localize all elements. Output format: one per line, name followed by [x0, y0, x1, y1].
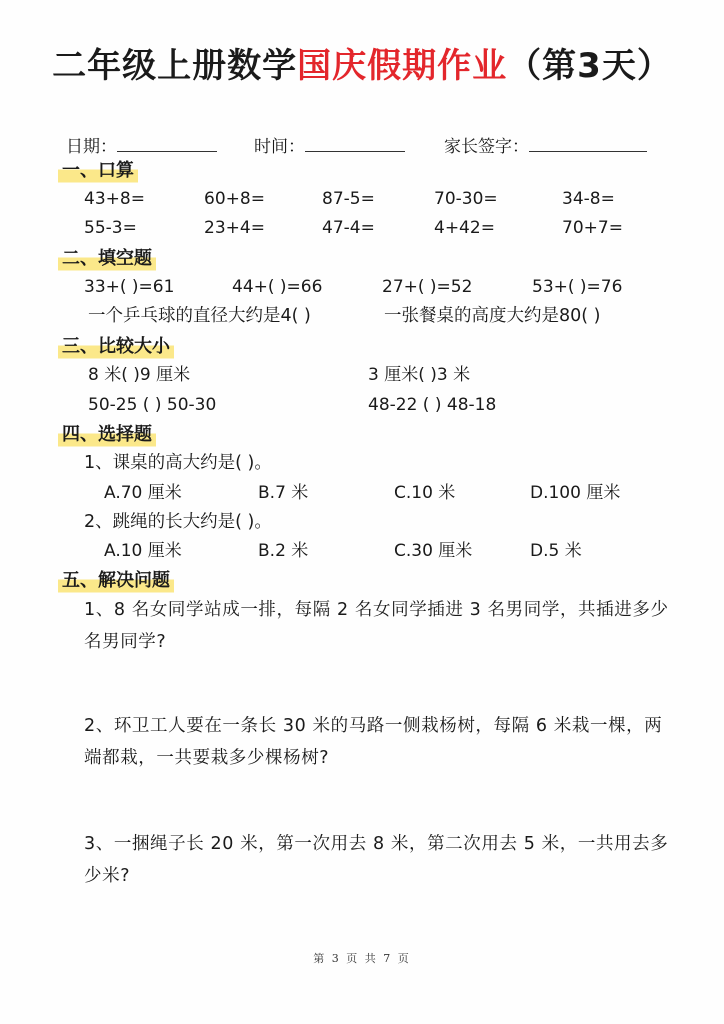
date-label: 日期： [66, 137, 117, 157]
choice-option: D.100 厘米 [530, 483, 621, 503]
oral-item: 4+42= [434, 218, 495, 238]
choice-option: A.10 厘米 [104, 541, 182, 561]
section-fill: 二、填空题 [58, 246, 156, 272]
sign-field [444, 132, 647, 157]
fill-item: 一张餐桌的高度大约是80( ) [384, 306, 601, 326]
page-title [0, 38, 724, 87]
sign-blank[interactable] [529, 133, 647, 152]
oral-item: 43+8= [84, 189, 145, 209]
oral-item: 60+8= [204, 189, 265, 209]
fill-item: 53+( )=76 [532, 277, 623, 297]
sign-label: 家长签字： [444, 137, 529, 157]
choice-question-1: 1、课桌的高大约是( )。 [84, 453, 272, 473]
fill-item: 一个乒乓球的直径大约是4( ) [88, 306, 311, 326]
date-field [66, 132, 217, 157]
time-field [254, 132, 405, 157]
time-label: 时间： [254, 137, 305, 157]
time-blank[interactable] [305, 133, 405, 152]
page-footer: 第 3 页 共 7 页 [313, 952, 411, 965]
section-problems: 五、解决问题 [58, 568, 174, 594]
section-oral: 一、口算 [58, 158, 138, 184]
problem-1: 1、8 名女同学站成一排，每隔 2 名女同学插进 3 名男同学，共插进多少名男同学? [84, 600, 669, 652]
oral-item: 87-5= [322, 189, 375, 209]
oral-item: 47-4= [322, 218, 375, 238]
oral-item: 70+7= [562, 218, 623, 238]
fill-item: 44+( )=66 [232, 277, 323, 297]
title-red: 国庆假期作业 [297, 46, 508, 86]
problem-2: 2、环卫工人要在一条长 30 米的马路一侧栽杨树，每隔 6 米栽一棵，两端都栽，一共要栽多少棵杨树? [84, 716, 663, 768]
oral-item: 70-30= [434, 189, 498, 209]
fill-item: 33+( )=61 [84, 277, 175, 297]
compare-item: 50-25 ( ) 50-30 [88, 395, 217, 415]
compare-item: 3 厘米( )3 米 [368, 365, 471, 385]
compare-item: 8 米( )9 厘米 [88, 365, 191, 385]
section-compare: 三、比较大小 [58, 334, 174, 360]
choice-option: C.10 米 [394, 483, 456, 503]
fill-item: 27+( )=52 [382, 277, 473, 297]
choice-option: D.5 米 [530, 541, 582, 561]
oral-item: 23+4= [204, 218, 265, 238]
date-blank[interactable] [117, 133, 217, 152]
choice-question-2: 2、跳绳的长大约是( )。 [84, 512, 272, 532]
problem-3: 3、一捆绳子长 20 米，第一次用去 8 米，第二次用去 5 米，一共用去多少米? [84, 834, 669, 886]
section-choice: 四、选择题 [58, 422, 156, 448]
oral-item: 34-8= [562, 189, 615, 209]
oral-item: 55-3= [84, 218, 137, 238]
choice-option: B.7 米 [258, 483, 309, 503]
choice-option: C.30 厘米 [394, 541, 473, 561]
choice-option: B.2 米 [258, 541, 309, 561]
title-black: 二年级上册数学 [52, 46, 298, 86]
choice-option: A.70 厘米 [104, 483, 182, 503]
compare-item: 48-22 ( ) 48-18 [368, 395, 497, 415]
info-row [66, 132, 666, 156]
title-suffix: （第3天） [507, 46, 672, 86]
